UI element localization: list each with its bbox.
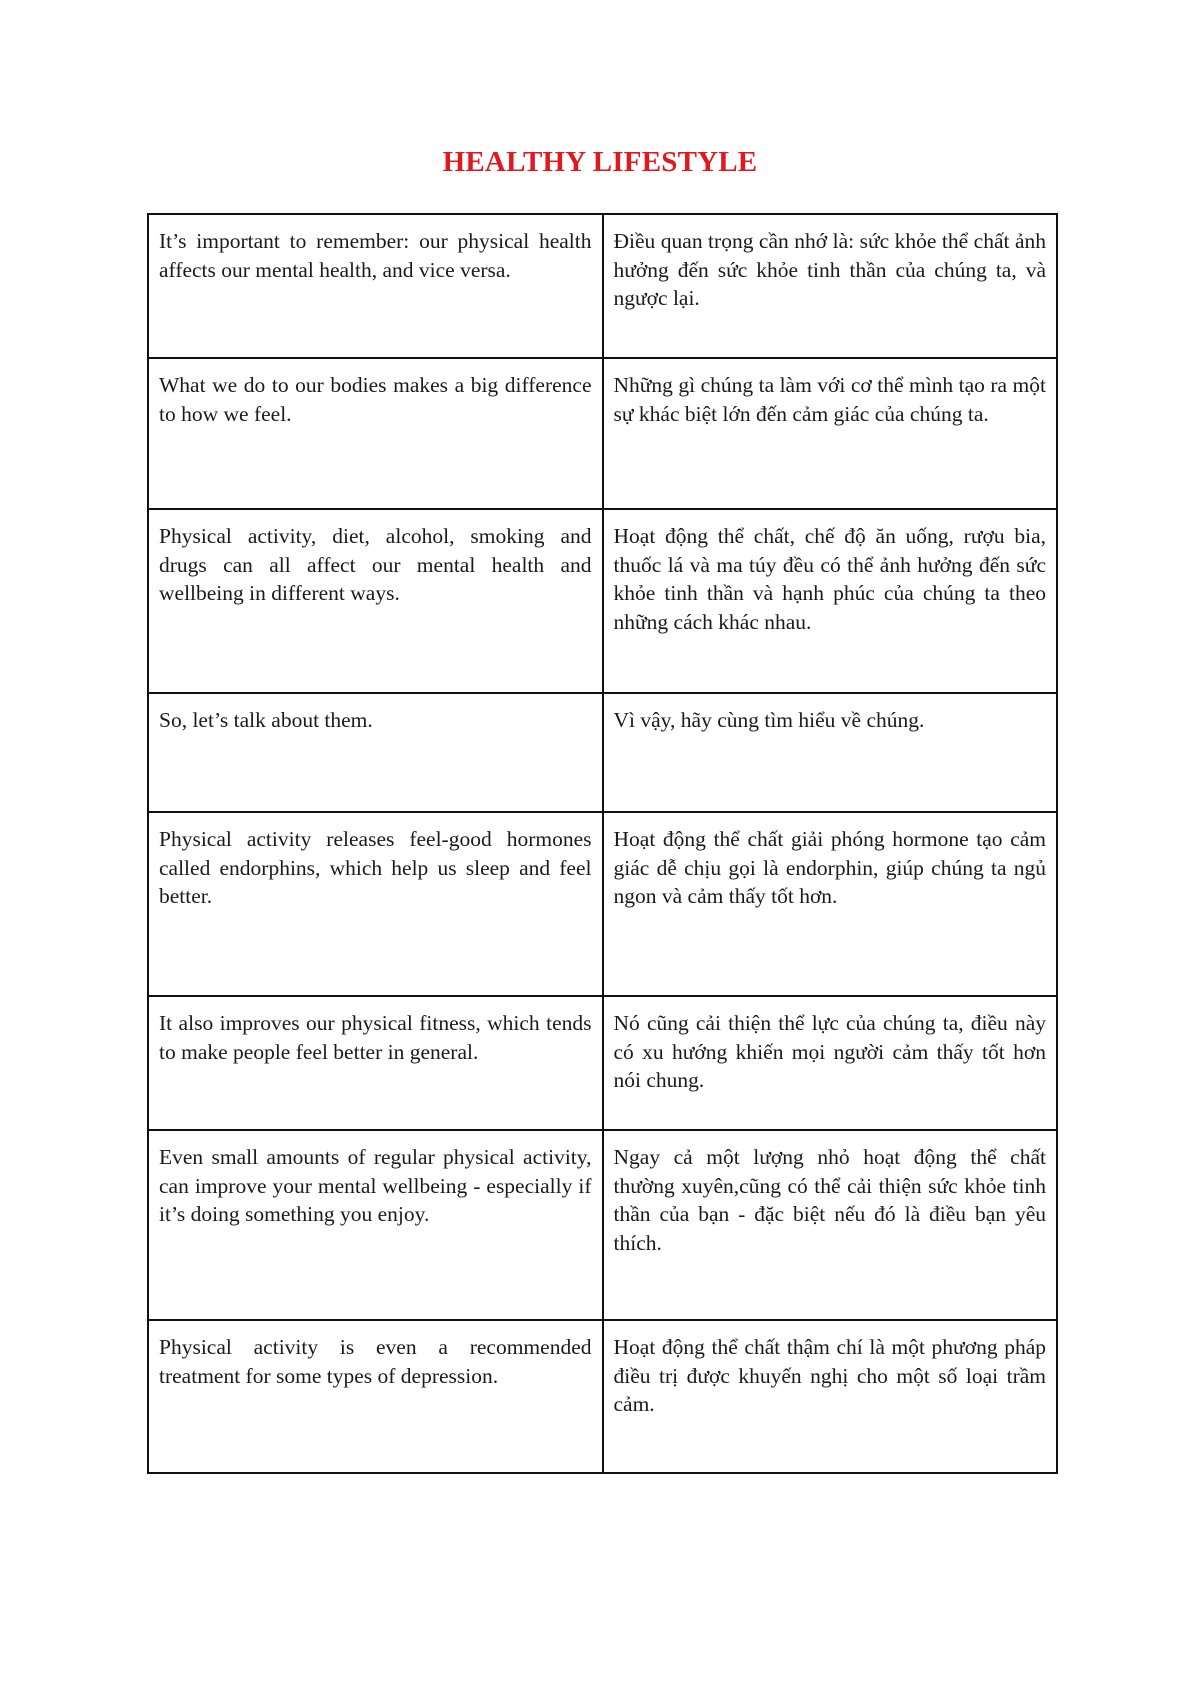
vietnamese-cell: Vì vậy, hãy cùng tìm hiểu về chúng. xyxy=(603,693,1058,812)
vietnamese-cell: Hoạt động thể chất giải phóng hormone tạo cảm giác dễ chịu gọi là endorphin, giúp chúng ta ngủ ngon và cảm thấy tốt hơn. xyxy=(603,812,1058,996)
table-row xyxy=(148,509,1057,693)
vietnamese-cell: Hoạt động thể chất thậm chí là một phương pháp điều trị được khuyến nghị cho một số loại trầm cảm. xyxy=(603,1320,1058,1473)
english-cell: It’s important to remember: our physical health affects our mental health, and vice versa. xyxy=(148,214,603,358)
translation-table xyxy=(147,213,1058,1474)
vietnamese-cell: Nó cũng cải thiện thể lực của chúng ta, điều này có xu hướng khiến mọi người cảm thấy tốt hơn nói chung. xyxy=(603,996,1058,1130)
table-row xyxy=(148,214,1057,358)
vietnamese-cell: Ngay cả một lượng nhỏ hoạt động thể chất thường xuyên,cũng có thể cải thiện sức khỏe tinh thần của bạn - đặc biệt nếu đó là điều bạn yêu thích. xyxy=(603,1130,1058,1320)
table-row xyxy=(148,358,1057,509)
table-row xyxy=(148,693,1057,812)
english-cell: Physical activity is even a recommended treatment for some types of depression. xyxy=(148,1320,603,1473)
english-cell: Physical activity, diet, alcohol, smoking and drugs can all affect our mental health and wellbeing in different ways. xyxy=(148,509,603,693)
table-row xyxy=(148,1320,1057,1473)
vietnamese-cell: Hoạt động thể chất, chế độ ăn uống, rượu bia, thuốc lá và ma túy đều có thể ảnh hưởng đến sức khỏe tinh thần và hạnh phúc của chúng ta theo những cách khác nhau. xyxy=(603,509,1058,693)
vietnamese-cell: Điều quan trọng cần nhớ là: sức khỏe thể chất ảnh hưởng đến sức khỏe tinh thần của chúng ta, và ngược lại. xyxy=(603,214,1058,358)
vietnamese-cell: Những gì chúng ta làm với cơ thể mình tạo ra một sự khác biệt lớn đến cảm giác của chúng ta. xyxy=(603,358,1058,509)
table-row xyxy=(148,996,1057,1130)
english-cell: Physical activity releases feel-good hormones called endorphins, which help us sleep and feel better. xyxy=(148,812,603,996)
english-cell: What we do to our bodies makes a big difference to how we feel. xyxy=(148,358,603,509)
english-cell: Even small amounts of regular physical activity, can improve your mental wellbeing - especially if it’s doing something you enjoy. xyxy=(148,1130,603,1320)
english-cell: It also improves our physical fitness, which tends to make people feel better in general. xyxy=(148,996,603,1130)
table-row xyxy=(148,812,1057,996)
english-cell: So, let’s talk about them. xyxy=(148,693,603,812)
document-title: HEALTHY LIFESTYLE xyxy=(442,146,758,178)
table-row xyxy=(148,1130,1057,1320)
